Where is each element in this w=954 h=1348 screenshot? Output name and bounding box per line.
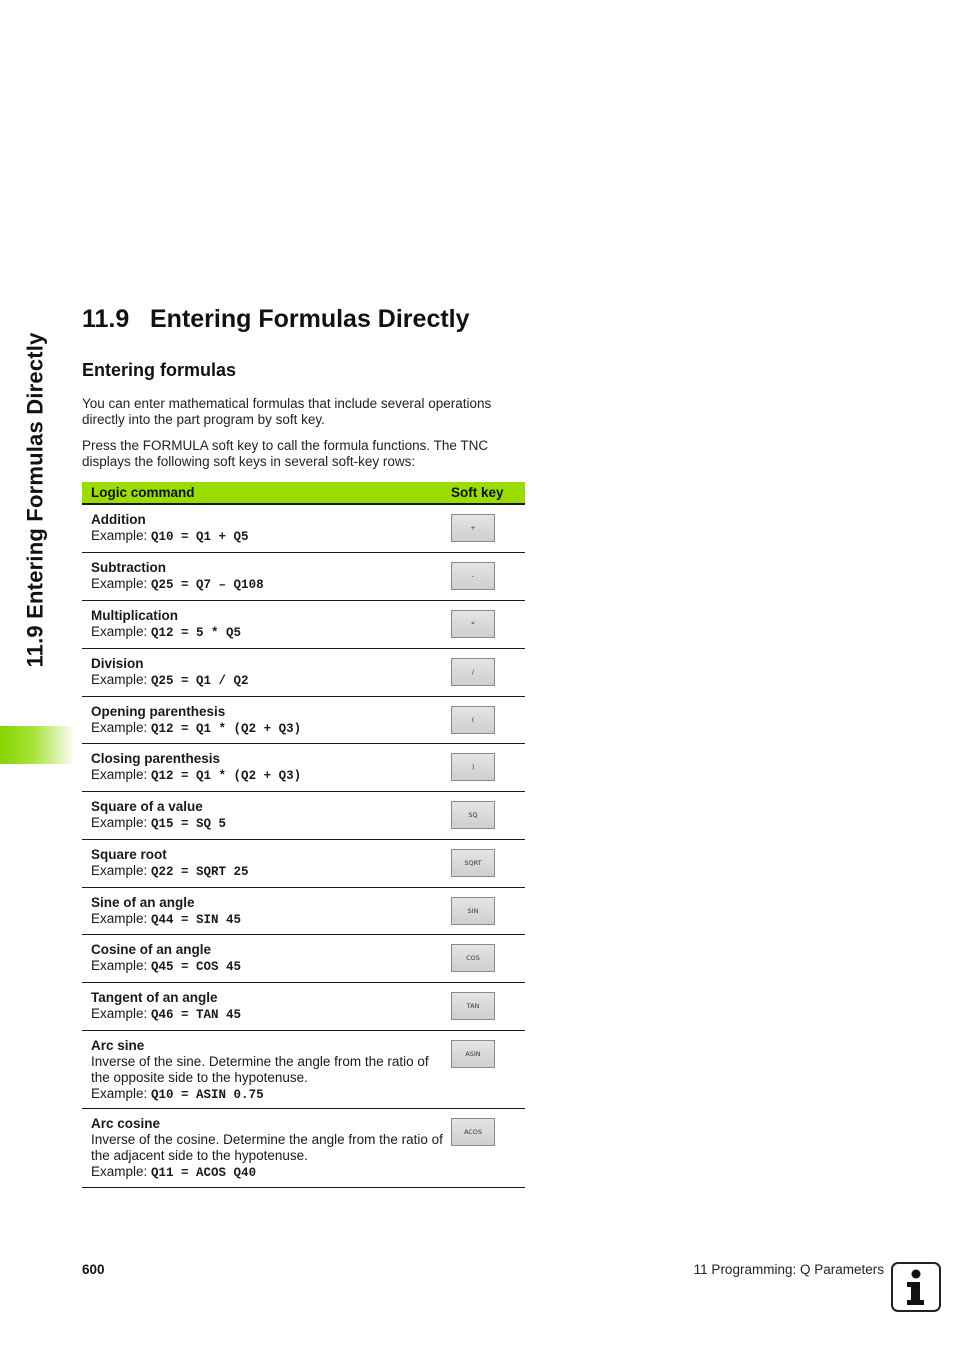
table-row — [82, 935, 525, 983]
softkey-button[interactable]: SIN — [451, 897, 495, 925]
command-example — [91, 1086, 451, 1103]
command-example — [91, 1006, 451, 1023]
example-label: Example: — [91, 1086, 148, 1101]
page-number: 600 — [82, 1262, 105, 1277]
row-command-cell — [82, 792, 451, 839]
section-heading — [82, 305, 470, 334]
side-title — [18, 310, 54, 690]
example-code: Q11 = ACOS Q40 — [151, 1166, 257, 1180]
command-name: Tangent of an angle — [91, 990, 218, 1005]
example-label: Example: — [91, 576, 148, 591]
chapter-title: 11 Programming: Q Parameters — [693, 1262, 884, 1277]
softkey-button[interactable]: ( — [451, 706, 495, 734]
example-code: Q44 = SIN 45 — [151, 913, 242, 927]
example-code: Q10 = ASIN 0.75 — [151, 1088, 264, 1102]
table-row — [82, 1031, 525, 1109]
row-softkey-cell — [451, 601, 525, 648]
row-softkey-cell — [451, 840, 525, 887]
section-title: Entering Formulas Directly — [150, 305, 470, 333]
example-code: Q12 = Q1 * (Q2 + Q3) — [151, 722, 302, 736]
row-softkey-cell — [451, 792, 525, 839]
softkey-button[interactable]: ) — [451, 753, 495, 781]
command-example — [91, 672, 451, 689]
example-label: Example: — [91, 767, 148, 782]
command-example — [91, 958, 451, 975]
command-example — [91, 624, 451, 641]
example-label: Example: — [91, 1164, 148, 1179]
softkey-button[interactable]: + — [451, 514, 495, 542]
row-command-cell — [82, 1109, 451, 1187]
header-soft-key: Soft key — [451, 485, 504, 500]
command-name: Division — [91, 656, 144, 671]
row-softkey-cell — [451, 553, 525, 600]
info-icon — [891, 1262, 941, 1312]
softkey-button[interactable]: * — [451, 610, 495, 638]
row-softkey-cell — [451, 697, 525, 743]
table-row — [82, 697, 525, 744]
example-code: Q25 = Q7 – Q108 — [151, 578, 264, 592]
table-row — [82, 505, 525, 553]
command-example — [91, 863, 451, 880]
table-row — [82, 601, 525, 649]
softkey-button[interactable]: TAN — [451, 992, 495, 1020]
command-name: Cosine of an angle — [91, 942, 212, 957]
table-row — [82, 553, 525, 601]
softkey-button[interactable]: SQ — [451, 801, 495, 829]
table-header — [82, 482, 525, 505]
logic-command-table — [82, 482, 525, 1188]
command-name: Square root — [91, 847, 167, 862]
command-example — [91, 528, 451, 545]
row-softkey-cell — [451, 1109, 525, 1187]
subheading: Entering formulas — [82, 360, 237, 380]
table-body — [82, 505, 525, 1188]
row-command-cell — [82, 1031, 451, 1108]
row-softkey-cell — [451, 649, 525, 696]
example-code: Q46 = TAN 45 — [151, 1008, 242, 1022]
row-softkey-cell — [451, 935, 525, 982]
row-command-cell — [82, 888, 451, 934]
example-code: Q15 = SQ 5 — [151, 817, 227, 831]
command-name: Closing parenthesis — [91, 751, 221, 766]
example-label: Example: — [91, 911, 148, 926]
row-command-cell — [82, 553, 451, 600]
example-label: Example: — [91, 720, 148, 735]
example-code: Q45 = COS 45 — [151, 960, 242, 974]
table-row — [82, 649, 525, 697]
command-name: Arc cosine — [91, 1116, 161, 1131]
command-example — [91, 1164, 451, 1181]
command-name: Subtraction — [91, 560, 167, 575]
softkey-button[interactable]: ASIN — [451, 1040, 495, 1068]
command-example — [91, 911, 451, 928]
header-logic-command: Logic command — [91, 485, 195, 500]
example-code: Q12 = Q1 * (Q2 + Q3) — [151, 769, 302, 783]
row-softkey-cell — [451, 983, 525, 1030]
example-code: Q10 = Q1 + Q5 — [151, 530, 249, 544]
intro-paragraph: You can enter mathematical formulas that include several operations directly into the part program by soft key. — [82, 396, 492, 427]
command-description: Inverse of the cosine. Determine the angle from the ratio of the adjacent side to the hypotenuse. — [91, 1132, 443, 1163]
row-command-cell — [82, 744, 451, 791]
example-label: Example: — [91, 1006, 148, 1021]
section-number: 11.9 — [82, 305, 130, 333]
command-example — [91, 720, 451, 737]
softkey-button[interactable]: SQRT — [451, 849, 495, 877]
softkey-button[interactable]: ACOS — [451, 1118, 495, 1146]
row-command-cell — [82, 697, 451, 743]
example-label: Example: — [91, 863, 148, 878]
command-description: Inverse of the sine. Determine the angle from the ratio of the opposite side to the hypotenuse. — [91, 1054, 429, 1085]
example-label: Example: — [91, 528, 148, 543]
command-example — [91, 576, 451, 593]
row-softkey-cell — [451, 1031, 525, 1108]
command-example — [91, 815, 451, 832]
row-softkey-cell — [451, 744, 525, 791]
command-example — [91, 767, 451, 784]
example-label: Example: — [91, 958, 148, 973]
table-row — [82, 792, 525, 840]
example-label: Example: — [91, 815, 148, 830]
row-softkey-cell — [451, 505, 525, 552]
command-name: Square of a value — [91, 799, 203, 814]
table-row — [82, 744, 525, 792]
row-command-cell — [82, 935, 451, 982]
row-command-cell — [82, 505, 451, 552]
table-row — [82, 840, 525, 888]
command-name: Opening parenthesis — [91, 704, 226, 719]
row-command-cell — [82, 840, 451, 887]
example-code: Q12 = 5 * Q5 — [151, 626, 242, 640]
command-name: Multiplication — [91, 608, 178, 623]
softkey-button[interactable]: - — [451, 562, 495, 590]
softkey-button[interactable]: / — [451, 658, 495, 686]
softkey-button[interactable]: COS — [451, 944, 495, 972]
example-code: Q22 = SQRT 25 — [151, 865, 249, 879]
instruction-paragraph: Press the FORMULA soft key to call the formula functions. The TNC displays the following soft keys in several soft-key rows: — [82, 438, 489, 469]
row-command-cell — [82, 649, 451, 696]
command-name: Addition — [91, 512, 146, 527]
command-name: Sine of an angle — [91, 895, 195, 910]
row-softkey-cell — [451, 888, 525, 934]
row-command-cell — [82, 601, 451, 648]
table-row — [82, 1109, 525, 1188]
row-command-cell — [82, 983, 451, 1030]
example-code: Q25 = Q1 / Q2 — [151, 674, 249, 688]
command-name: Arc sine — [91, 1038, 145, 1053]
table-row — [82, 888, 525, 935]
example-label: Example: — [91, 624, 148, 639]
chapter-side-tab — [0, 726, 75, 764]
side-title-text: 11.9 Entering Formulas Directly — [23, 332, 48, 668]
table-row — [82, 983, 525, 1031]
example-label: Example: — [91, 672, 148, 687]
